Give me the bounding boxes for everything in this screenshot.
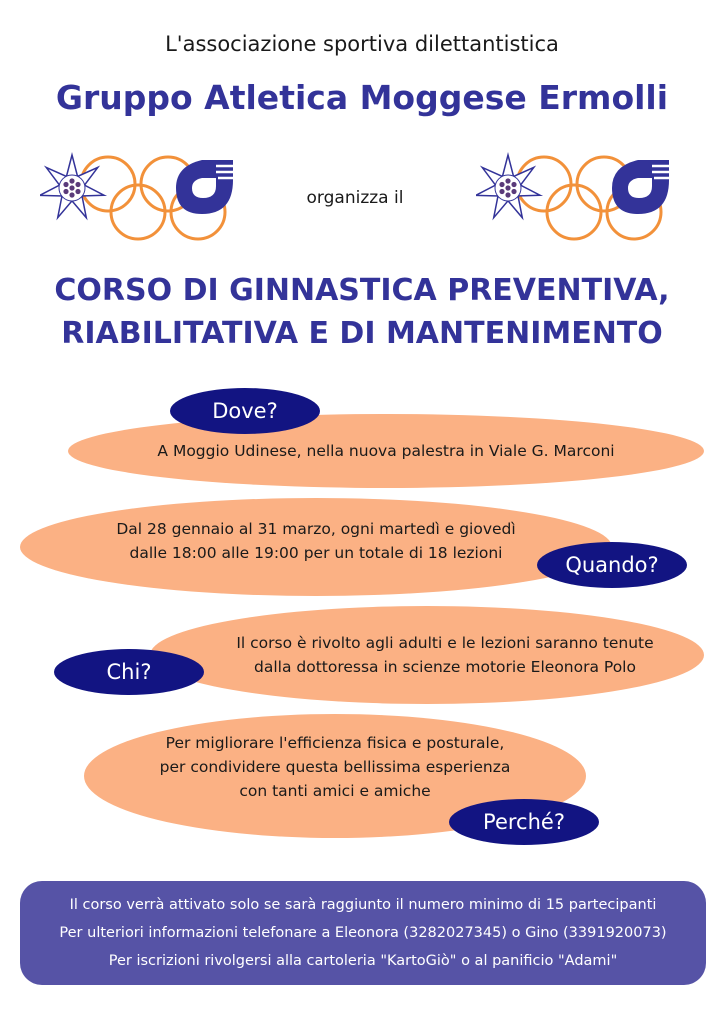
info-footer [20, 881, 706, 985]
organizza-text: organizza il [306, 188, 404, 208]
where-label: Dove? [170, 388, 320, 434]
organization-name: Gruppo Atletica Moggese Ermolli [55, 78, 669, 117]
when-text-line-2: dalle 18:00 alle 19:00 per un totale di 18 lezioni [129, 544, 503, 562]
where-text: A Moggio Udinese, nella nuova palestra in Viale G. Marconi [157, 442, 615, 460]
footer-line-registration: Per iscrizioni rivolgersi alla cartoleria "KartoGiò" o al panificio "Adami" [108, 953, 618, 969]
edelweiss-icon [476, 155, 542, 221]
when-bubble [20, 498, 612, 596]
why-text-line-2: per condividere questa bellissima esperienza [159, 758, 511, 776]
why-text-line-3: con tanti amici e amiche [239, 782, 431, 800]
when-text-line-1: Dal 28 gennaio al 31 marzo, ogni martedì e giovedì [116, 520, 516, 538]
who-text-line-1: Il corso è rivolto agli adulti e le lezioni saranno tenute [236, 634, 654, 652]
logo-group-left [40, 152, 240, 244]
logo-group-right [476, 152, 676, 244]
intro-text: L'associazione sportiva dilettantistica [165, 32, 559, 56]
edelweiss-icon [40, 155, 106, 221]
footer-line-contacts: Per ulteriori informazioni telefonare a Eleonora (3282027345) o Gino (3391920073) [59, 925, 667, 941]
who-bubble [150, 606, 704, 704]
footer-line-minimum: Il corso verrà attivato solo se sarà raggiunto il numero minimo di 15 partecipanti [69, 897, 657, 913]
who-text-line-2: dalla dottoressa in scienze motorie Eleonora Polo [254, 658, 636, 676]
why-label: Perché? [449, 799, 599, 845]
course-title-line-2: RIABILITATIVA E DI MANTENIMENTO [61, 316, 663, 351]
course-title-line-1: CORSO DI GINNASTICA PREVENTIVA, [54, 273, 670, 308]
who-label: Chi? [54, 649, 204, 695]
where-bubble [68, 414, 704, 488]
when-label: Quando? [537, 542, 687, 588]
why-text-line-1: Per migliorare l'efficienza fisica e posturale, [165, 734, 505, 752]
